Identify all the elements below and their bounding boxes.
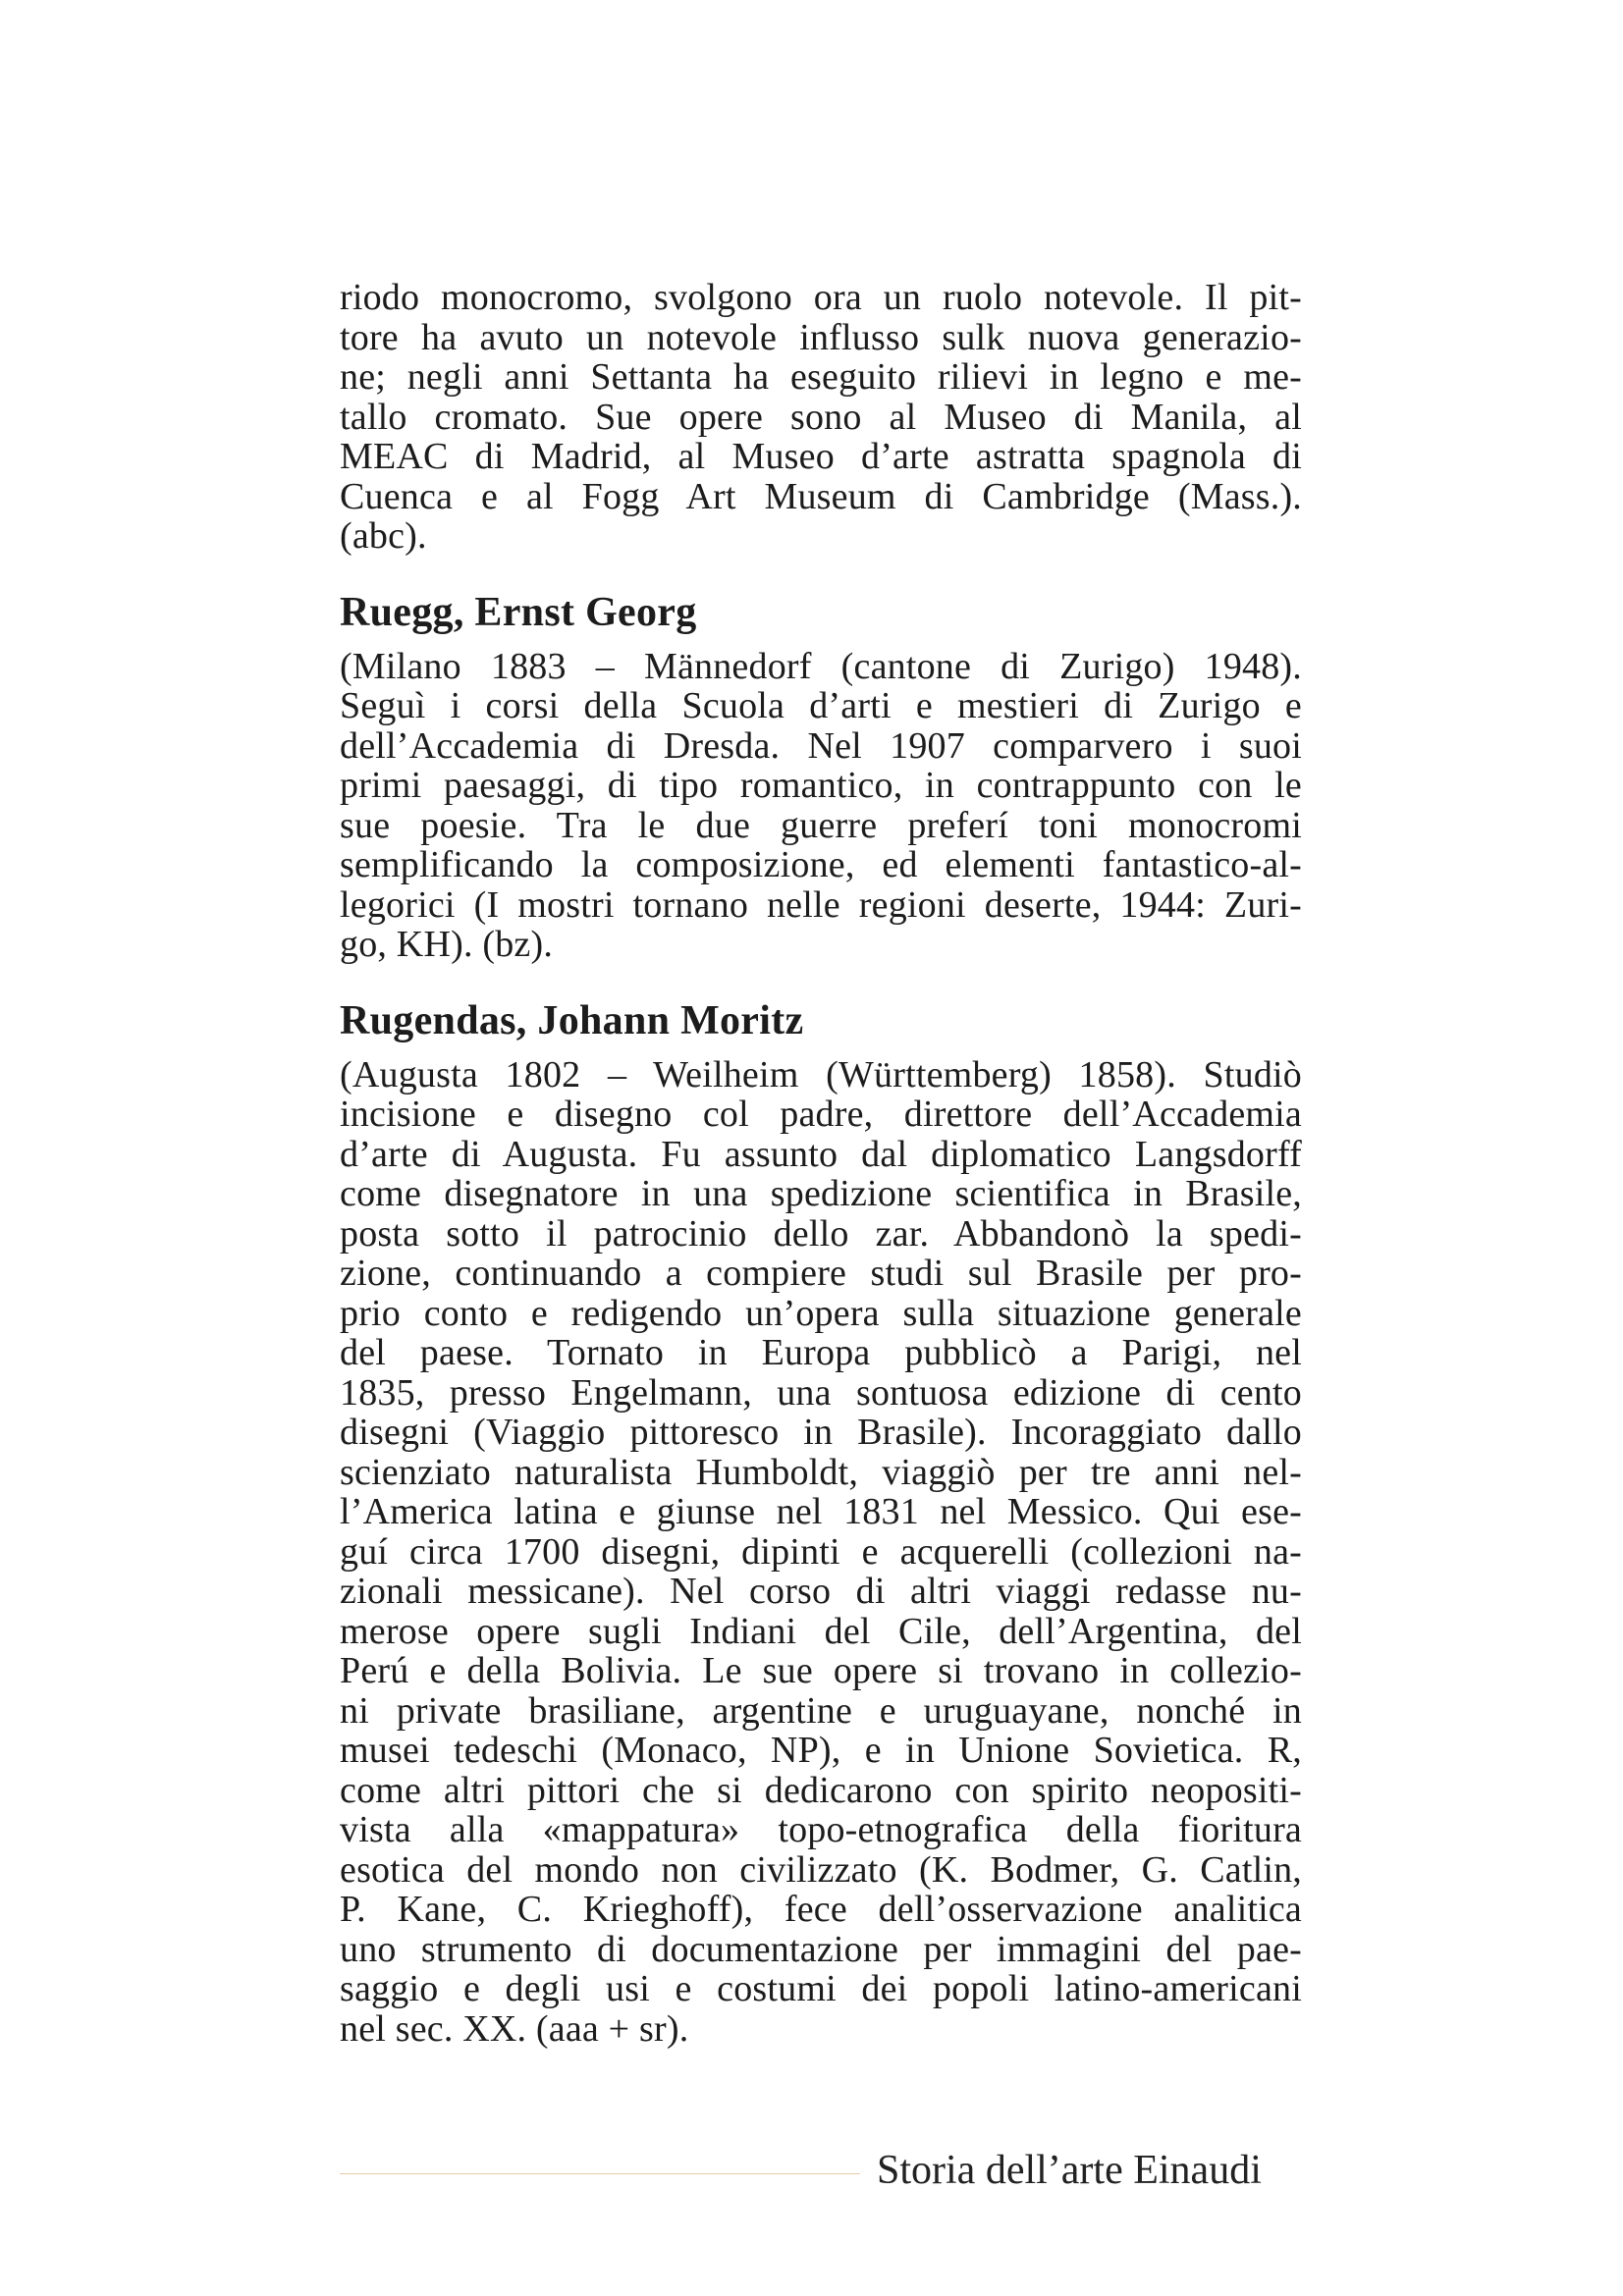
text-line: d’arte di Augusta. Fu assunto dal diplomatico Langsdorff <box>340 1133 1302 1175</box>
text-line: esotica del mondo non civilizzato (K. Bodmer, G. Catlin, <box>340 1848 1302 1891</box>
text-line: MEAC di Madrid, al Museo d’arte astratta spagnola di <box>340 436 1302 477</box>
text-line: (Milano 1883 – Männedorf (cantone di Zurigo) 1948). <box>340 645 1302 687</box>
text-line: Perú e della Bolivia. Le sue opere si trovano in collezio- <box>340 1650 1302 1691</box>
text-line: saggio e degli usi e costumi dei popoli latino-americani <box>340 1968 1302 2009</box>
entry-heading-ruegg: Ruegg, Ernst Georg <box>340 589 697 635</box>
text-line: vista alla «mappatura» topo-etnografica della fioritura <box>340 1809 1302 1850</box>
text-line: Seguì i corsi della Scuola d’arti e mestieri di Zurigo e <box>340 685 1302 726</box>
entry-heading-rugendas: Rugendas, Johann Moritz <box>340 997 804 1043</box>
text-line: P. Kane, C. Krieghoff), fece dell’osservazione analitica <box>340 1889 1302 1930</box>
text-line: ni private brasiliane, argentine e uruguayane, nonché in <box>340 1689 1302 1732</box>
text-line: del paese. Tornato in Europa pubblicò a Parigi, nel <box>340 1332 1302 1373</box>
entry-body-ruegg <box>340 647 1302 965</box>
text-line: uno strumento di documentazione per immagini del pae- <box>340 1928 1302 1970</box>
text-line: guí circa 1700 disegni, dipinti e acquerelli (collezioni na- <box>340 1530 1302 1573</box>
text-line: zionali messicane). Nel corso di altri viaggi redasse nu- <box>340 1571 1302 1612</box>
text-line: (abc). <box>340 515 427 557</box>
text-line: tallo cromato. Sue opere sono al Museo di Manila, al <box>340 396 1302 438</box>
text-line: dell’Accademia di Dresda. Nel 1907 comparvero i suoi <box>340 724 1302 767</box>
text-line: l’America latina e giunse nel 1831 nel Messico. Qui ese- <box>340 1491 1302 1532</box>
text-line: scienziato naturalista Humboldt, viaggiò per tre anni nel- <box>340 1451 1302 1493</box>
text-line: merose opere sugli Indiani del Cile, dell’Argentina, del <box>340 1610 1302 1652</box>
intro-paragraph <box>340 278 1302 557</box>
text-line: come altri pittori che si dedicarono con spirito neopositi- <box>340 1769 1302 1811</box>
text-line: ne; negli anni Settanta ha eseguito rilievi in legno e me- <box>340 356 1302 398</box>
text-line: disegni (Viaggio pittoresco in Brasile). Incoraggiato dallo <box>340 1412 1302 1453</box>
text-line: legorici (I mostri tornano nelle regioni deserte, 1944: Zuri- <box>340 883 1302 926</box>
text-line: primi paesaggi, di tipo romantico, in contrappunto con le <box>340 765 1302 806</box>
text-line: go, KH). (bz). <box>340 924 554 965</box>
text-line: prio conto e redigendo un’opera sulla situazione generale <box>340 1292 1302 1334</box>
page-body <box>340 278 1302 2049</box>
text-line: Cuenca e al Fogg Art Museum di Cambridge (Mass.). <box>340 475 1302 517</box>
text-line: posta sotto il patrocinio dello zar. Abbandonò la spedi- <box>340 1212 1302 1255</box>
text-line: riodo monocromo, svolgono ora un ruolo notevole. Il pit- <box>340 277 1302 318</box>
text-line: (Augusta 1802 – Weilheim (Württemberg) 1858). Studiò <box>340 1053 1302 1095</box>
text-line: come disegnatore in una spedizione scientifica in Brasile, <box>340 1173 1302 1214</box>
text-line: zione, continuando a compiere studi sul Brasile per pro- <box>340 1253 1302 1294</box>
entry-body-rugendas <box>340 1055 1302 2050</box>
text-line: tore ha avuto un notevole influsso sulk nuova generazio- <box>340 316 1302 358</box>
text-line: musei tedeschi (Monaco, NP), e in Unione Sovietica. R, <box>340 1730 1302 1771</box>
text-line: sue poesie. Tra le due guerre preferí toni monocromi <box>340 804 1302 846</box>
text-line: incisione e disegno col padre, direttore dell’Accademia <box>340 1094 1302 1135</box>
text-line: 1835, presso Engelmann, una sontuosa edizione di cento <box>340 1371 1302 1414</box>
footer-title: Storia dell’arte Einaudi <box>877 2148 1262 2193</box>
footer-rule <box>340 2173 860 2174</box>
text-line: nel sec. XX. (aaa + sr). <box>340 2007 689 2050</box>
text-line: semplificando la composizione, ed elementi fantastico-al- <box>340 844 1302 885</box>
